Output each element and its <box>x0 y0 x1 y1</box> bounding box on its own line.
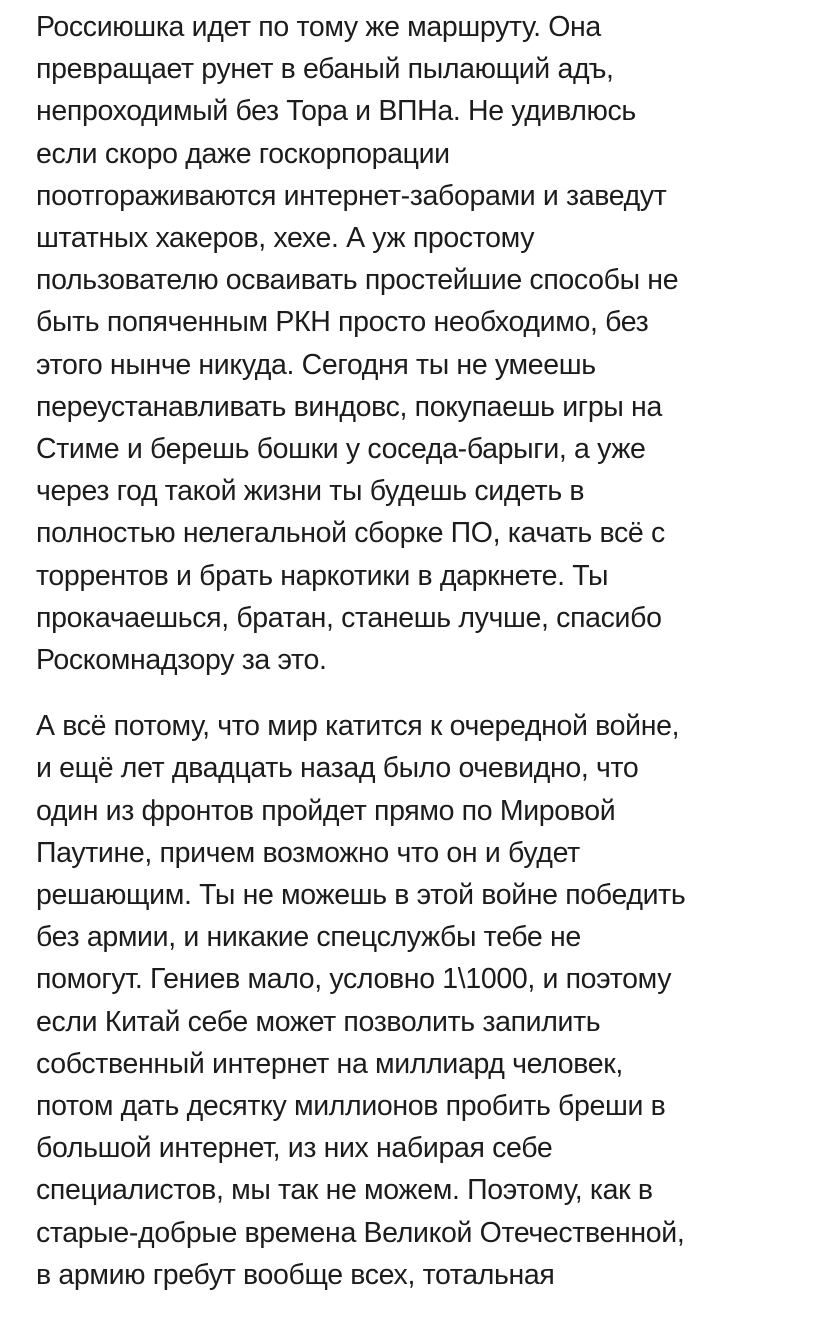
text-line: если Китай себе может позволить запилить <box>36 1005 601 1038</box>
text-line: большой интернет, из них набирая себе <box>36 1132 553 1165</box>
text-line: и ещё лет двадцать назад было очевидно, что <box>36 752 639 785</box>
text-line: в армию гребут вообще всех, тотальная <box>36 1258 555 1291</box>
text-line: Россиюшка идет по тому же маршруту. Она <box>36 11 601 43</box>
text-line: специалистов, мы так не можем. Поэтому, как в <box>36 1174 653 1207</box>
text-line: один из фронтов пройдет прямо по Мировой <box>36 794 616 827</box>
paragraph-1 <box>36 6 806 681</box>
text-line: если скоро даже госкорпорации <box>36 137 450 170</box>
text-line: торрентов и брать наркотики в даркнете. Ты <box>36 559 609 592</box>
text-line: непроходимый без Тора и ВПНа. Не удивлюсь <box>36 95 636 128</box>
text-line: Паутине, причем возможно что он и будет <box>36 836 580 869</box>
text-line: помогут. Гениев мало, условно 1\1000, и поэтому <box>36 963 672 996</box>
text-line: переустанавливать виндовс, покупаешь игры на <box>36 390 662 423</box>
text-line: старые-добрые времена Великой Отечественной, <box>36 1216 685 1249</box>
text-line: пользователю осваивать простейшие способы не <box>36 264 679 297</box>
text-line: Роскомнадзору за это. <box>36 644 327 677</box>
text-line: А всё потому, что мир катится к очередной войне, <box>36 710 680 743</box>
text-line: поотгораживаются интернет-заборами и заведут <box>36 179 667 212</box>
text-line: прокачаешься, братан, станешь лучше, спасибо <box>36 601 662 634</box>
text-line: этого нынче никуда. Сегодня ты не умеешь <box>36 348 596 381</box>
text-line: собственный интернет на миллиард человек, <box>36 1047 623 1080</box>
text-line: штатных хакеров, хехе. А уж простому <box>36 222 535 255</box>
text-line: превращает рунет в ебаный пылающий адъ, <box>36 53 614 86</box>
text-line: полностью нелегальной сборке ПО, качать всё с <box>36 517 665 550</box>
text-line: быть попяченным РКН просто необходимо, без <box>36 306 649 339</box>
text-line: Стиме и берешь бошки у соседа-барыги, а уже <box>36 433 646 466</box>
text-line: решающим. Ты не можешь в этой войне победить <box>36 879 686 912</box>
text-line: без армии, и никакие спецслужбы тебе не <box>36 921 581 954</box>
paragraph-2 <box>36 705 806 1296</box>
text-line: через год такой жизни ты будешь сидеть в <box>36 475 585 508</box>
text-line: потом дать десятку миллионов пробить бреши в <box>36 1090 666 1123</box>
post-body <box>36 6 806 1320</box>
